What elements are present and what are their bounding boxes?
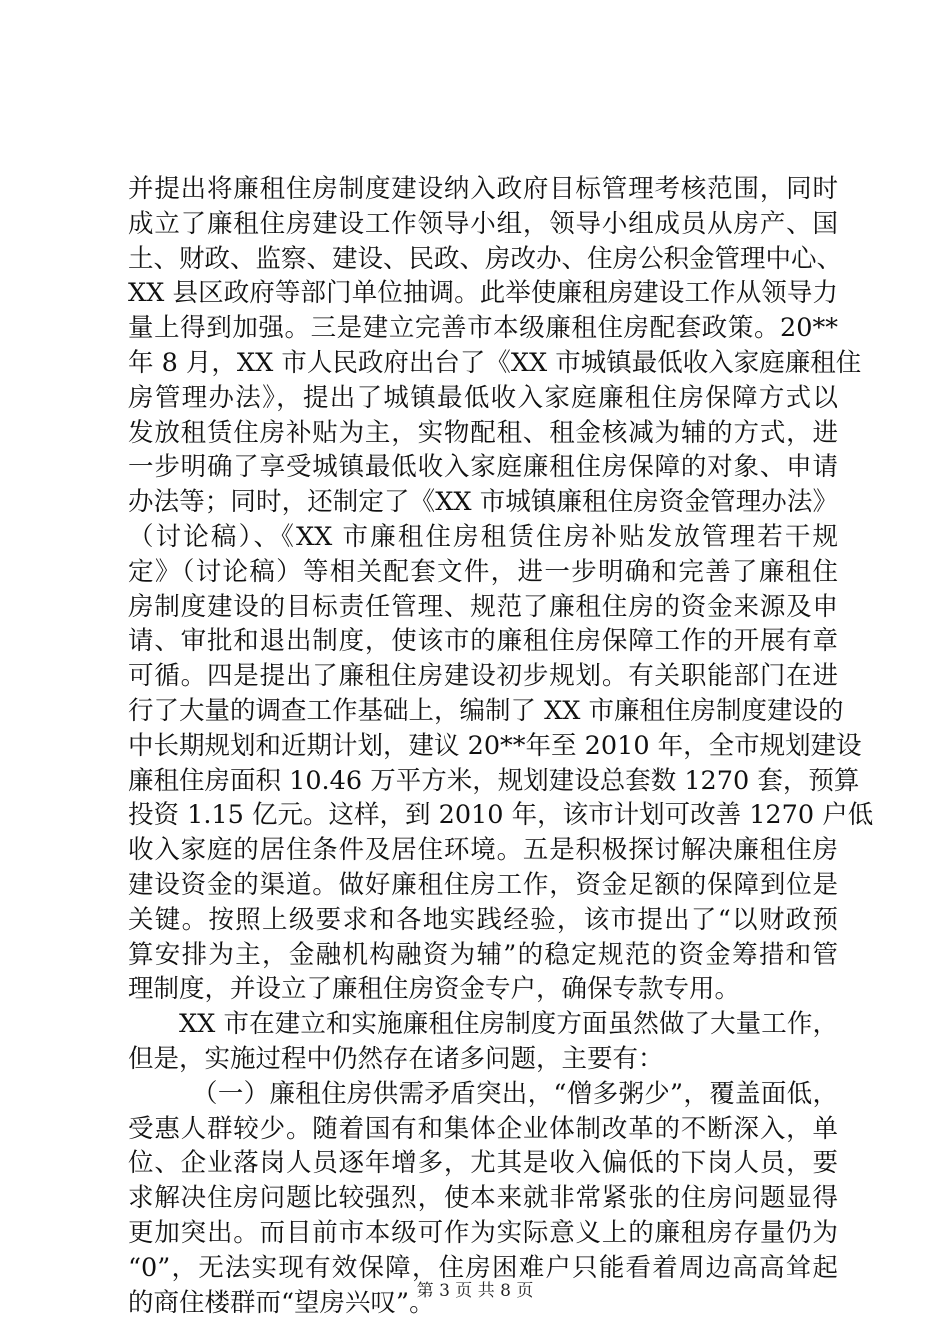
text-line: XX 市在建立和实施廉租住房制度方面虽然做了大量工作， (179, 1009, 838, 1040)
text-line: 办法等；同时，还制定了《XX 市城镇廉租住房资金管理办法》 (128, 487, 838, 518)
text-line: 发放租赁住房补贴为主，实物配租、租金核减为辅的方式，进 (128, 417, 838, 448)
text-line: 可循。四是提出了廉租住房建设初步规划。有关职能部门在进 (128, 661, 838, 692)
text-line: 关键。按照上级要求和各地实践经验，该市提出了“以财政预 (128, 904, 838, 935)
text-line: 算安排为主，金融机构融资为辅”的稳定规范的资金筹措和管 (128, 939, 838, 970)
text-line: 收入家庭的居住条件及居住环境。五是积极探讨解决廉租住房 (128, 835, 838, 866)
text-line: 位、企业落岗人员逐年增多，尤其是收入偏低的下岗人员，要 (128, 1148, 838, 1179)
text-line: 并提出将廉租住房制度建设纳入政府目标管理考核范围，同时 (128, 174, 838, 204)
text-line: 房管理办法》，提出了城镇最低收入家庭廉租住房保障方式以 (128, 382, 838, 413)
text-line: 廉租住房面积 10.46 万平方米，规划建设总套数 1270 套，预算 (128, 765, 860, 796)
text-line: 更加突出。而目前市本级可作为实际意义上的廉租房存量仍为 (128, 1217, 838, 1248)
text-line: 中长期规划和近期计划，建议 20**年至 2010 年，全市规划建设 (128, 730, 862, 761)
text-line: 求解决住房问题比较强烈，使本来就非常紧张的住房问题显得 (128, 1183, 838, 1214)
text-line: XX 县区政府等部门单位抽调。此举使廉租房建设工作从领导力 (128, 278, 838, 309)
text-line: 的商住楼群而“望房兴叹”。 (128, 1287, 435, 1318)
text-line: 定》（讨论稿）等相关配套文件，进一步明确和完善了廉租住 (128, 556, 838, 587)
text-line: 理制度，并设立了廉租住房资金专户，确保专款专用。 (128, 974, 741, 1005)
text-line: 受惠人群较少。随着国有和集体企业体制改革的不断深入，单 (128, 1113, 838, 1144)
text-line: （讨论稿）、《XX 市廉租住房租赁住房补贴发放管理若干规 (128, 521, 838, 552)
text-line: 但是，实施过程中仍然存在诸多问题，主要有： (128, 1043, 664, 1074)
text-line: 一步明确了享受城镇最低收入家庭廉租住房保障的对象、申请 (128, 452, 838, 483)
text-line: 投资 1.15 亿元。这样，到 2010 年，该市计划可改善 1270 户低 (128, 800, 874, 831)
text-line: 请、审批和退出制度，使该市的廉租住房保障工作的开展有章 (128, 626, 838, 657)
text-line: （一）廉租住房供需矛盾突出，“僧多粥少”，覆盖面低， (192, 1078, 838, 1109)
text-line: 行了大量的调查工作基础上，编制了 XX 市廉租住房制度建设的 (128, 695, 844, 726)
text-line: 土、财政、监察、建设、民政、房改办、住房公积金管理中心、 (128, 243, 843, 274)
text-line: 量上得到加强。三是建立完善市本级廉租住房配套政策。20** (128, 313, 838, 344)
text-line: 建设资金的渠道。做好廉租住房工作，资金足额的保障到位是 (128, 869, 838, 900)
page-footer: 第 3 页 共 8 页 (416, 1281, 534, 1301)
text-line: 房制度建设的目标责任管理、规范了廉租住房的资金来源及申 (128, 591, 838, 622)
text-line: 成立了廉租住房建设工作领导小组，领导小组成员从房产、国 (128, 208, 838, 239)
text-line: “0”，无法实现有效保障，住房困难户只能看着周边高高耸起 (128, 1252, 838, 1283)
document-body (128, 172, 874, 1320)
text-line: 年 8 月，XX 市人民政府出台了《XX 市城镇最低收入家庭廉租住 (128, 347, 862, 378)
